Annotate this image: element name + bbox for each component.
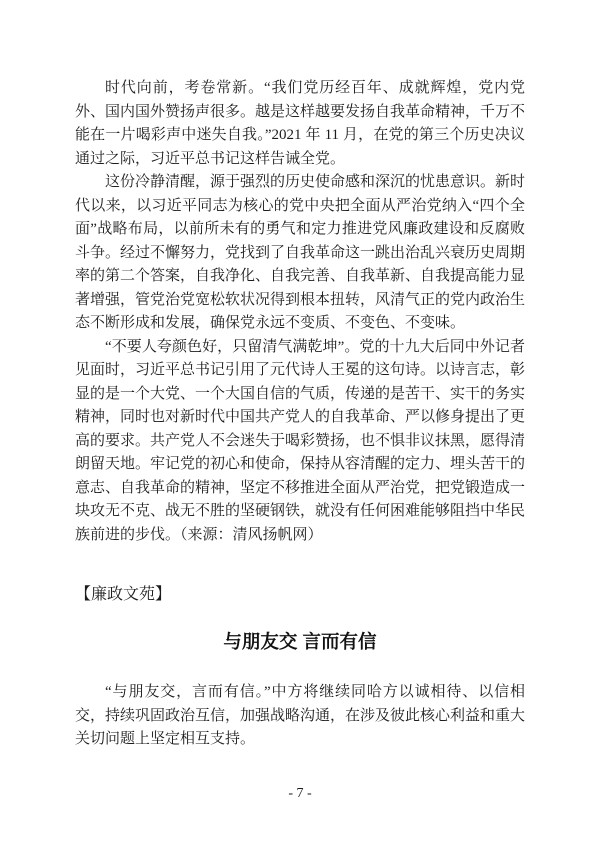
body-paragraph: 时代向前，考卷常新。“我们党历经百年、成就辉煌，党内党外、国内国外赞扬声很多。越是这样越要发扬自我革命精神，千万不能在一片喝彩声中迷失自我。”2021 年 11 月，在党的第三个历史决议通过之际，习近平总书记这样告诫全党。 [75, 80, 526, 167]
page-number: - 7 - [288, 786, 312, 801]
section-header: 【廉政文苑】 [75, 586, 172, 603]
article-title: 与朋友交 言而有信 [223, 631, 377, 652]
document-content [75, 77, 525, 752]
body-paragraph: 这份冷静清醒，源于强烈的历史使命感和深沉的忧患意识。新时代以来，以习近平同志为核心的党中央把全面从严治党纳入“四个全面”战略布局，以前所未有的勇气和定力推进党风廉政建设和反腐败斗争。经过不懈努力，党找到了自我革命这一跳出治乱兴衰历史周期率的第二个答案，自我净化、自我完善、自我革新、自我提高能力显著增强，管党治党宽松软状况得到根本扭转，风清气正的党内政治生态不断形成和发展，确保党永远不变质、不变色、不变味。 [75, 174, 526, 331]
body-paragraph: “不要人夸颜色好，只留清气满乾坤”。党的十九大后同中外记者见面时，习近平总书记引用了元代诗人王冕的这句诗。以诗言志，彰显的是一个大党、一个大国自信的气质，传递的是苦干、实干的务实精神，同时也对新时代中国共产党人的自我革命、严以修身提出了更高的要求。共产党人不会迷失于喝彩赞扬，也不惧非议抹黑，愿得清朗留天地。牢记党的初心和使命，保持从容清醒的定力、埋头苦干的意志、自我革命的精神，坚定不移推进全面从严治党，把党锻造成一块攻无不克、战无不胜的坚硬钢铁，就没有任何困难能够阻挡中华民族前进的步伐。（来源：清风扬帆网） [75, 338, 526, 543]
article-paragraph: “与朋友交，言而有信。”中方将继续同哈方以诚相待、以信相交，持续巩固政治互信，加强战略沟通，在涉及彼此核心利益和重大关切问题上坚定相互支持。 [75, 684, 526, 747]
